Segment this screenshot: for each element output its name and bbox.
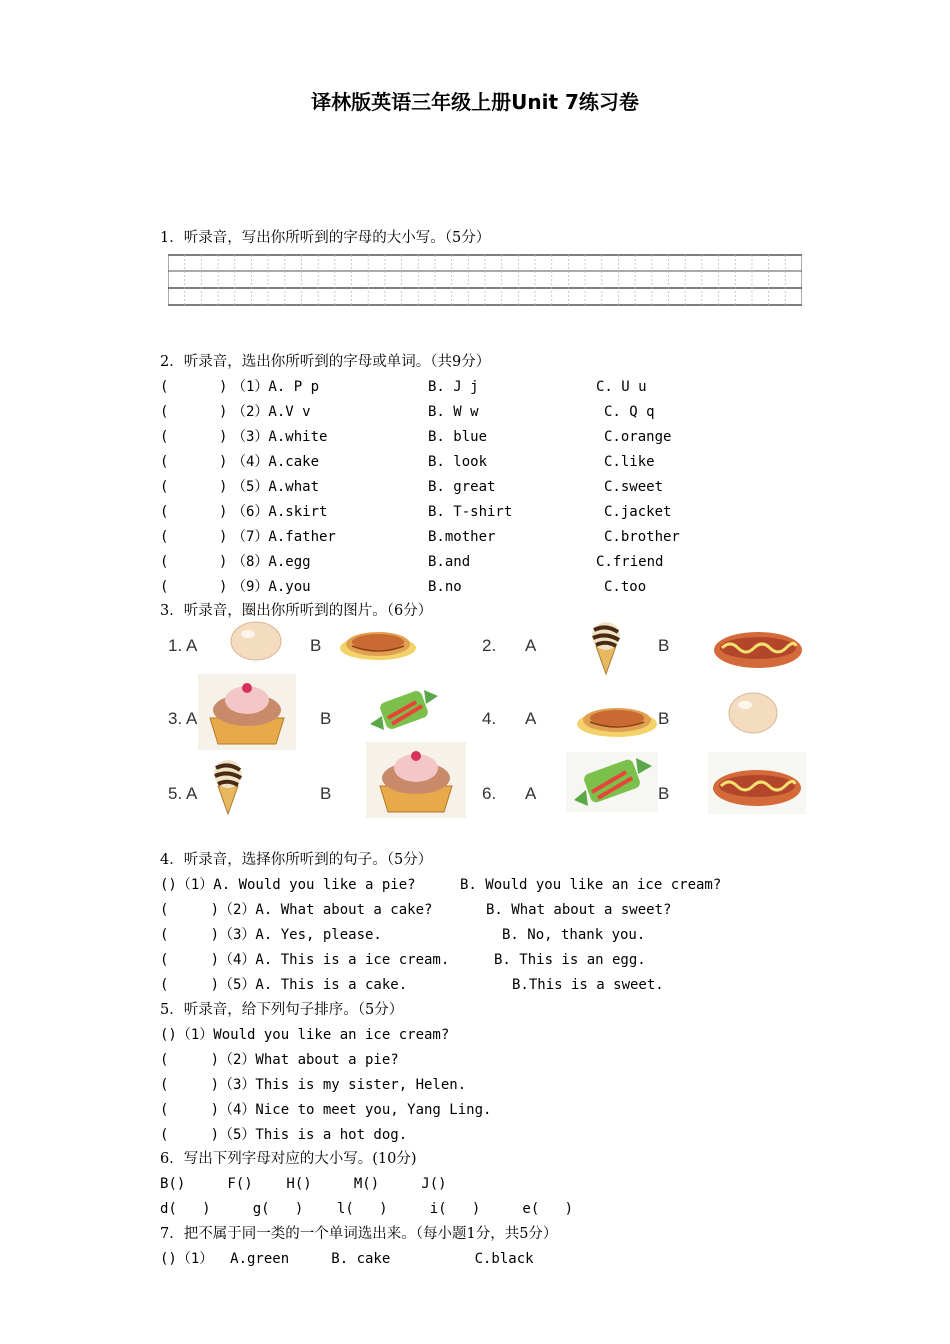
picture-label: B [310, 636, 322, 655]
answer-blank[interactable]: ( ) [160, 529, 228, 545]
section-1-heading: 1．听录音，写出你所听到的字母的大小写。（5分） [160, 230, 491, 246]
picture-label: 6. [482, 784, 497, 803]
pie-icon[interactable] [338, 624, 418, 664]
option-a: （8）A.egg [232, 554, 311, 570]
ordering-row[interactable]: ( )（2）What about a pie? [160, 1052, 399, 1068]
sentence-option-a[interactable]: ()（1）A. Would you like a pie? [160, 877, 416, 893]
option-c: C.jacket [604, 504, 672, 520]
ordering-row[interactable]: ( )（3）This is my sister, Helen. [160, 1077, 467, 1093]
ordering-row[interactable]: ( )（5）This is a hot dog. [160, 1127, 408, 1143]
sentence-option-b: B. No, thank you. [502, 927, 646, 943]
answer-blank[interactable]: ( ) [160, 579, 228, 595]
section-2-heading: 2．听录音，选出你所听到的字母或单词。（共9分） [160, 354, 491, 370]
section-6-heading: 6．写出下列字母对应的大小写。(10分) [160, 1151, 417, 1167]
picture-label: B [658, 636, 670, 655]
answer-blank[interactable]: ( ) [160, 429, 228, 445]
ice-cream-icon[interactable] [206, 758, 250, 816]
option-b: B.mother [428, 529, 496, 545]
letter-row-lower[interactable]: d( ) g( ) l( ) i( ) e( ) [160, 1201, 574, 1217]
option-b: B. T-shirt [428, 504, 513, 520]
odd-one-out-row[interactable]: ()（1） A.green B. cake C.black [160, 1251, 534, 1267]
picture-label: 5. A [168, 784, 198, 803]
option-b: B. great [428, 479, 496, 495]
sentence-option-b: B.This is a sweet. [512, 977, 664, 993]
sweet-icon[interactable] [366, 684, 442, 736]
egg-icon[interactable] [226, 620, 286, 662]
option-b: B. look [428, 454, 488, 470]
cake-icon[interactable] [198, 674, 296, 750]
option-c: C.friend [596, 554, 664, 570]
option-a: （5）A.what [232, 479, 320, 495]
sentence-option-a[interactable]: ( )（5）A. This is a cake. [160, 977, 408, 993]
option-c: C.brother [604, 529, 680, 545]
option-a: （1）A. P p [232, 379, 320, 395]
option-b: B. W w [428, 404, 479, 420]
section-3-heading: 3．听录音，圈出你所听到的图片。（6分） [160, 603, 433, 619]
page-title: 译林版英语三年级上册Unit 7练习卷 [311, 90, 639, 114]
picture-label: A [525, 636, 537, 655]
picture-label: B [320, 709, 332, 728]
option-c: C.orange [604, 429, 672, 445]
hot-dog-icon[interactable] [708, 752, 806, 814]
option-a: （9）A.you [232, 579, 311, 595]
cake-icon[interactable] [366, 742, 466, 818]
section-5-heading: 5．听录音，给下列句子排序。（5分） [160, 1002, 404, 1018]
answer-blank[interactable]: ( ) [160, 504, 228, 520]
answer-blank[interactable]: ( ) [160, 404, 228, 420]
option-c: C.too [604, 579, 647, 595]
letter-row-upper[interactable]: B() F() H() M() J() [160, 1176, 447, 1192]
hot-dog-icon[interactable] [710, 626, 806, 672]
option-c: C. U u [596, 379, 647, 395]
option-a: （3）A.white [232, 429, 328, 445]
section-4-heading: 4．听录音，选择你所听到的句子。（5分） [160, 852, 433, 868]
answer-blank[interactable]: ( ) [160, 454, 228, 470]
option-b: B. blue [428, 429, 488, 445]
pie-icon[interactable] [574, 696, 660, 742]
sentence-option-b: B. Would you like an ice cream? [460, 877, 722, 893]
picture-label: B [320, 784, 332, 803]
option-a: （2）A.V v [232, 404, 311, 420]
sentence-option-b: B. What about a sweet? [486, 902, 672, 918]
picture-label: A [525, 709, 537, 728]
picture-label: 2. [482, 636, 497, 655]
egg-icon[interactable] [724, 690, 782, 736]
option-a: （6）A.skirt [232, 504, 328, 520]
option-a: （7）A.father [232, 529, 336, 545]
sentence-option-a[interactable]: ( )（4）A. This is a ice cream. [160, 952, 450, 968]
picture-label: A [525, 784, 537, 803]
writing-grid[interactable] [168, 254, 802, 306]
option-b: B.and [428, 554, 471, 570]
option-b: B. J j [428, 379, 479, 395]
option-b: B.no [428, 579, 462, 595]
picture-label: 4. [482, 709, 497, 728]
section-7-heading: 7．把不属于同一类的一个单词选出来。（每小题1分，共5分） [160, 1226, 558, 1242]
option-c: C.sweet [604, 479, 664, 495]
option-c: C.like [604, 454, 655, 470]
sentence-option-a[interactable]: ( )（2）A. What about a cake? [160, 902, 433, 918]
picture-label: 1. A [168, 636, 198, 655]
sentence-option-a[interactable]: ( )（3）A. Yes, please. [160, 927, 382, 943]
ice-cream-icon[interactable] [584, 620, 628, 676]
option-a: （4）A.cake [232, 454, 320, 470]
picture-label: B [658, 784, 670, 803]
ordering-row[interactable]: ( )（4）Nice to meet you, Yang Ling. [160, 1102, 492, 1118]
sentence-option-b: B. This is an egg. [494, 952, 646, 968]
sweet-icon[interactable] [566, 752, 658, 812]
picture-label: 3. A [168, 709, 198, 728]
answer-blank[interactable]: ( ) [160, 379, 228, 395]
ordering-row[interactable]: ()（1）Would you like an ice cream? [160, 1027, 450, 1043]
option-c: C. Q q [604, 404, 655, 420]
picture-label: B [658, 709, 670, 728]
answer-blank[interactable]: ( ) [160, 554, 228, 570]
answer-blank[interactable]: ( ) [160, 479, 228, 495]
